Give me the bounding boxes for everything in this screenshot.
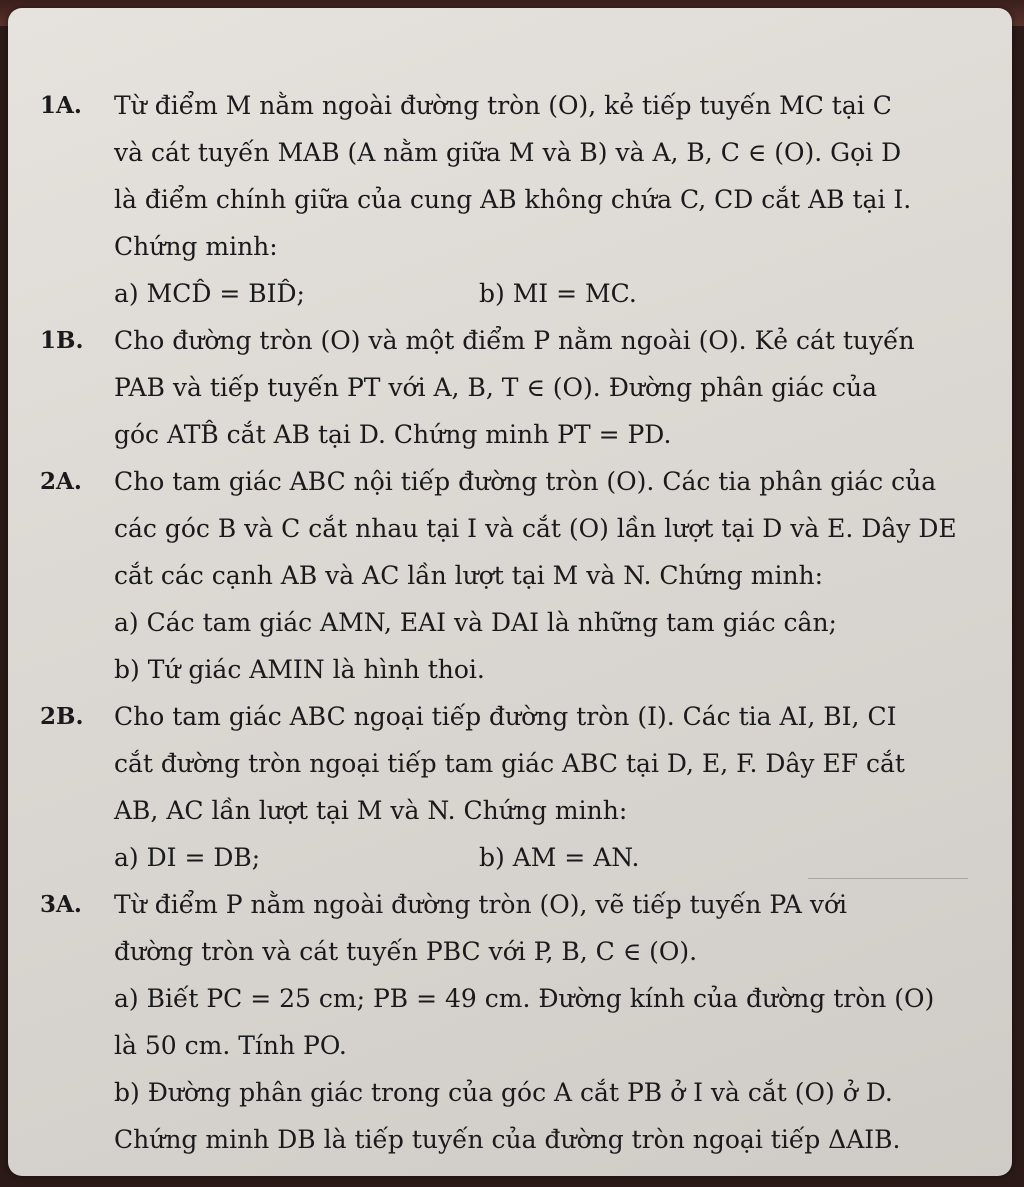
problem-text-line: b) Tứ giác AMIN là hình thoi.: [114, 655, 485, 684]
problem-3a: [38, 881, 958, 1163]
problem-parts: [114, 834, 958, 881]
problem-text-line: Cho tam giác ABC ngoại tiếp đường tròn (I). Các tia AI, BI, CI: [114, 702, 897, 731]
problem-text-line: góc ATB̂ cắt AB tại D. Chứng minh PT = PD.: [114, 420, 672, 449]
problem-number: 3A.: [40, 891, 82, 918]
problem-text-line: Từ điểm M nằm ngoài đường tròn (O), kẻ tiếp tuyến MC tại C: [114, 91, 892, 120]
problem-1a: [38, 82, 958, 317]
part-b: b) MI = MC.: [479, 279, 637, 308]
problem-text-line: a) Các tam giác AMN, EAI và DAI là những tam giác cân;: [114, 608, 837, 637]
problem-text-line: và cát tuyến MAB (A nằm giữa M và B) và A, B, C ∈ (O). Gọi D: [114, 138, 902, 167]
problem-number: 2B.: [40, 703, 84, 730]
problem-2b: [38, 693, 958, 881]
problem-text-line: là điểm chính giữa của cung AB không chứa C, CD cắt AB tại I.: [114, 185, 912, 214]
problem-text-line: cắt đường tròn ngoại tiếp tam giác ABC tại D, E, F. Dây EF cắt: [114, 749, 905, 778]
problem-text-line: a) Biết PC = 25 cm; PB = 49 cm. Đường kính của đường tròn (O): [114, 984, 935, 1013]
problem-2a: [38, 458, 958, 693]
part-a: a) DI = DB;: [114, 843, 261, 872]
problem-text-line: Cho tam giác ABC nội tiếp đường tròn (O). Các tia phân giác của: [114, 467, 937, 496]
problem-text-line: là 50 cm. Tính PO.: [114, 1031, 347, 1060]
problem-text-line: Từ điểm P nằm ngoài đường tròn (O), vẽ tiếp tuyến PA với: [114, 890, 848, 919]
problem-text-line: Chứng minh:: [114, 232, 278, 261]
problem-text-line: b) Đường phân giác trong của góc A cắt PB ở I và cắt (O) ở D.: [114, 1078, 893, 1107]
problem-text-line: PAB và tiếp tuyến PT với A, B, T ∈ (O). Đường phân giác của: [114, 373, 877, 402]
problem-parts: [114, 270, 958, 317]
problem-number: 1A.: [40, 92, 82, 119]
problem-text-line: Cho đường tròn (O) và một điểm P nằm ngoài (O). Kẻ cát tuyến: [114, 326, 915, 355]
problem-text-line: các góc B và C cắt nhau tại I và cắt (O) lần lượt tại D và E. Dây DE: [114, 514, 957, 543]
problem-text-line: AB, AC lần lượt tại M và N. Chứng minh:: [114, 796, 628, 825]
problem-text-line: cắt các cạnh AB và AC lần lượt tại M và N. Chứng minh:: [114, 561, 824, 590]
part-b: b) AM = AN.: [479, 843, 640, 872]
part-a: a) MCD̂ = BID̂;: [114, 279, 305, 308]
exercise-list: [38, 82, 958, 1163]
problem-text-line: Chứng minh DB là tiếp tuyến của đường tròn ngoại tiếp ΔAIB.: [114, 1125, 901, 1154]
problem-text-line: đường tròn và cát tuyến PBC với P, B, C ∈ (O).: [114, 937, 698, 966]
problem-1b: [38, 317, 958, 458]
problem-number: 2A.: [40, 468, 82, 495]
problem-number: 1B.: [40, 327, 84, 354]
